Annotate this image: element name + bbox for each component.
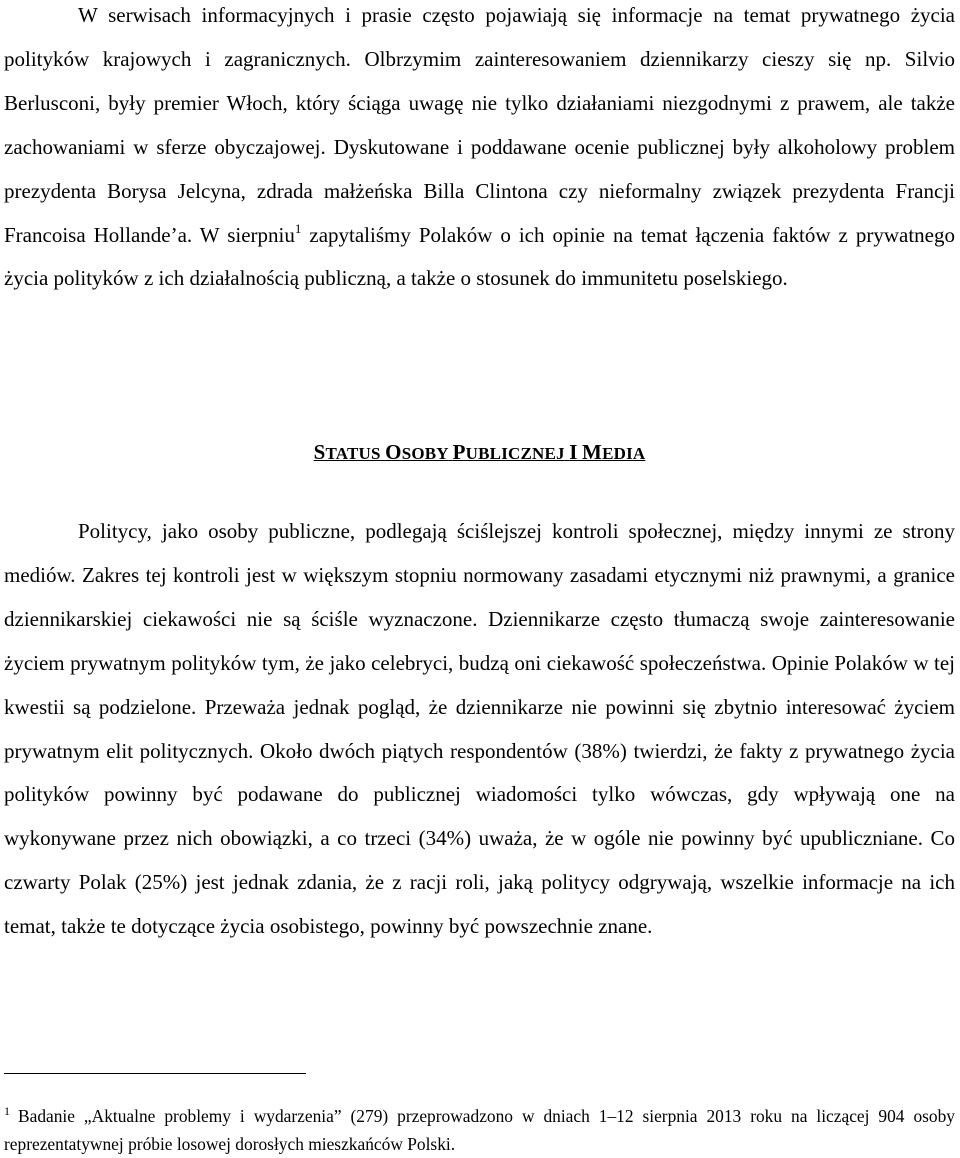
heading-cap: P xyxy=(452,440,466,464)
heading-word: SOBY xyxy=(401,444,449,463)
heading-cap: I xyxy=(569,440,578,464)
body-paragraph: Politycy, jako osoby publiczne, podlegają ściślejszej kontroli społecznej, między innymi ze strony mediów. Zakres tej kontroli jest w większym stopniu normowany zasadami etycznymi niż prawnymi, a granice dziennikarskiej ciekawości nie są ściśle wyznaczone. Dziennikarze często tłumaczą swoje zainteresowanie życiem prywatnym polityków tym, że jako celebryci, budzą oni ciekawość społeczeństwa. Opinie Polaków w tej kwestii są podzielone. Przeważa jednak pogląd, że dziennikarze nie powinni się zbytnio interesować życiem prywatnym elit politycznych. Około dwóch piątych respondentów (38%) twierdzi, że fakty z prywatnego życia polityków powinny być podawane do publicznej wiadomości tylko wówczas, gdy wpływają one na wykonywane przez nich obowiązki, a co trzeci (34%) uważa, że w ogóle nie powinny być upubliczniane. Co czwarty Polak (25%) jest jednak zdania, że z racji roli, jaką politycy odgrywają, wszelkie informacje na ich temat, także te dotyczące życia osobistego, powinny być powszechnie znane. xyxy=(4,519,955,939)
footnote xyxy=(4,1102,955,1158)
heading-word: UBLICZNEJ xyxy=(465,444,565,463)
heading-cap: O xyxy=(385,440,402,464)
document-page xyxy=(4,0,955,1154)
intro-paragraph xyxy=(4,0,955,301)
section-heading xyxy=(4,440,955,465)
intro-paragraph-text-continued: zapytaliśmy Polaków o ich opinie na temat łączenia faktów z prywatnego życia polityków z ich działalnością publiczną, a także o stosunek do immunitetu poselskiego. xyxy=(4,222,955,291)
footnote-marker: 1 xyxy=(4,1104,10,1118)
intro-paragraph-text: W serwisach informacyjnych i prasie często pojawiają się informacje na temat prywatnego życia polityków krajowych i zagranicznych. Olbrzymim zainteresowaniem dziennikarzy cieszy się np. Silvio Berlusconi, były premier Włoch, który ściąga uwagę nie tylko działaniami niezgodnymi z prawem, ale także zachowaniami w sferze obyczajowej. Dyskutowane i poddawane ocenie publicznej były alkoholowy problem prezydenta Borysa Jelcyna, zdrada małżeńska Billa Clintona czy nieformalny związek prezydenta Francji Francoisa Hollande’a. W sierpniu xyxy=(4,3,955,247)
footnote-separator xyxy=(4,1073,306,1074)
heading-word: TATUS xyxy=(325,444,381,463)
footnote-text: Badanie „Aktualne problemy i wydarzenia” (279) przeprowadzono w dniach 1–12 sierpnia 2013 roku na liczącej 904 osoby reprezentatywnej próbie losowej dorosłych mieszkańców Polski. xyxy=(4,1106,955,1154)
heading-cap: S xyxy=(313,440,326,464)
heading-word: EDIA xyxy=(602,444,646,463)
heading-cap: M xyxy=(582,440,603,464)
footnote-reference: 1 xyxy=(294,220,302,236)
